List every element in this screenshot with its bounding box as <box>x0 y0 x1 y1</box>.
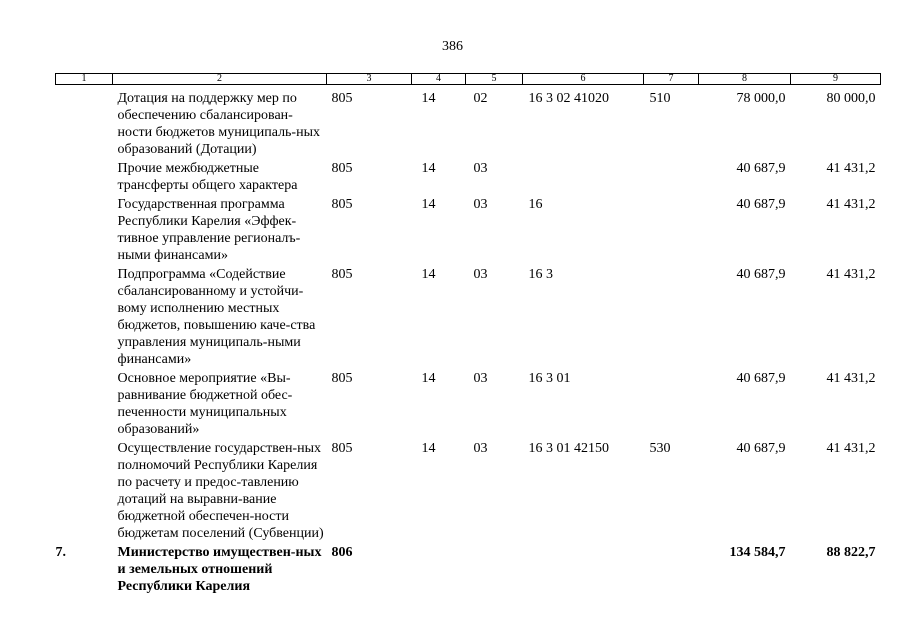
ministry-code: 805 <box>331 371 353 386</box>
item-name: Дотация на поддержку мер по обеспечению сбалансирован-ности бюджетов муниципаль-ных образований (Дотации) <box>117 91 320 157</box>
amount-year-1: 78 000,0 <box>736 91 786 106</box>
table-row <box>56 438 881 542</box>
row-number <box>56 368 113 438</box>
subsection-code: 03 <box>473 441 488 456</box>
section-code: 14 <box>421 371 436 386</box>
table-row <box>56 158 881 194</box>
amount-year-1: 134 584,7 <box>729 545 786 560</box>
amount-year-2: 88 822,7 <box>826 545 876 560</box>
expense-type-code <box>644 194 699 264</box>
subsection-code: 03 <box>473 197 488 212</box>
column-number: 8 <box>699 74 791 85</box>
expense-type-code <box>644 158 699 194</box>
ministry-code: 805 <box>331 267 353 282</box>
amount-year-1: 40 687,9 <box>736 197 786 212</box>
row-number <box>56 264 113 368</box>
column-number-header <box>56 74 881 85</box>
subsection-code: 03 <box>473 161 488 176</box>
column-number: 6 <box>523 74 644 85</box>
ministry-code: 805 <box>331 441 353 456</box>
amount-year-1: 40 687,9 <box>736 371 786 386</box>
amount-year-2: 41 431,2 <box>826 267 876 282</box>
expense-type-code <box>644 542 699 595</box>
table-row <box>56 85 881 159</box>
target-article-code <box>523 158 644 194</box>
amount-year-2: 41 431,2 <box>826 441 876 456</box>
subsection-code: 03 <box>473 267 488 282</box>
column-number: 3 <box>327 74 412 85</box>
section-code: 14 <box>421 441 436 456</box>
section-code: 14 <box>421 267 436 282</box>
item-name: Осуществление государствен-ных полномочий Республики Карелия по расчету и предос-тавлению дотаций на выравни-вание бюджетной обеспечен-ности бюджетам поселений (Субвенции) <box>117 441 324 541</box>
expense-type-code <box>644 264 699 368</box>
table-row-ministry-total <box>56 542 881 595</box>
budget-table <box>55 73 881 595</box>
subsection-code: 03 <box>473 371 488 386</box>
amount-year-2: 41 431,2 <box>826 197 876 212</box>
subsection-code <box>466 542 523 595</box>
row-number <box>56 194 113 264</box>
target-article-code: 16 <box>528 197 543 212</box>
column-number: 4 <box>412 74 466 85</box>
amount-year-2: 80 000,0 <box>826 91 876 106</box>
expense-type-code: 510 <box>649 91 671 106</box>
table-row <box>56 368 881 438</box>
amount-year-1: 40 687,9 <box>736 441 786 456</box>
amount-year-2: 41 431,2 <box>826 161 876 176</box>
target-article-code: 16 3 01 <box>528 371 571 386</box>
subsection-code: 02 <box>473 91 488 106</box>
amount-year-1: 40 687,9 <box>736 161 786 176</box>
target-article-code: 16 3 01 42150 <box>528 441 609 456</box>
item-name: Подпрограмма «Содействие сбалансированному и устойчи-вому исполнению местных бюджетов, повышению каче-ства управления муниципаль-ными финансами» <box>117 267 316 367</box>
ministry-code: 805 <box>331 91 353 106</box>
item-name: Основное мероприятие «Вы-равнивание бюджетной обес-печенности муниципальных образований» <box>117 371 293 437</box>
section-code <box>412 542 466 595</box>
section-code: 14 <box>421 161 436 176</box>
item-name: Прочие межбюджетные трансферты общего характера <box>117 161 298 193</box>
target-article-code: 16 3 02 41020 <box>528 91 609 106</box>
column-number: 9 <box>791 74 881 85</box>
table-row <box>56 264 881 368</box>
row-number <box>56 85 113 159</box>
column-number: 7 <box>644 74 699 85</box>
expense-type-code: 530 <box>649 441 671 456</box>
ministry-code: 805 <box>331 161 353 176</box>
row-number <box>56 158 113 194</box>
row-number <box>56 438 113 542</box>
page-number: 386 <box>442 39 463 54</box>
column-number: 2 <box>113 74 327 85</box>
table-row <box>56 194 881 264</box>
column-number: 5 <box>466 74 523 85</box>
item-name: Министерство имуществен-ных и земельных отношений Республики Карелия <box>117 545 322 594</box>
target-article-code <box>523 542 644 595</box>
ministry-code: 806 <box>331 545 353 560</box>
column-number: 1 <box>56 74 113 85</box>
section-code: 14 <box>421 91 436 106</box>
item-name: Государственная программа Республики Карелия «Эффек-тивное управление регионалъ-ными финансами» <box>117 197 301 263</box>
amount-year-2: 41 431,2 <box>826 371 876 386</box>
ministry-code: 805 <box>331 197 353 212</box>
target-article-code: 16 3 <box>528 267 553 282</box>
row-number: 7. <box>55 545 66 560</box>
section-code: 14 <box>421 197 436 212</box>
expense-type-code <box>644 368 699 438</box>
amount-year-1: 40 687,9 <box>736 267 786 282</box>
